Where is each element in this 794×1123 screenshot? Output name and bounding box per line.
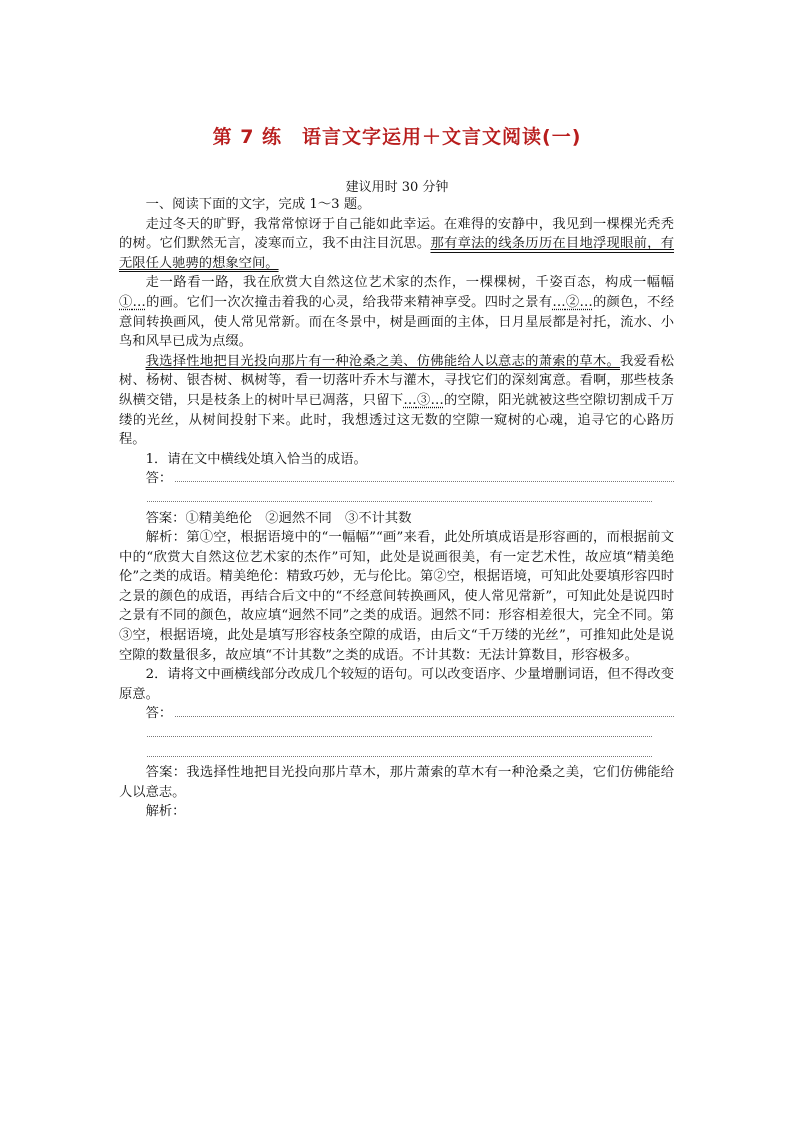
paragraph-text: 走过冬天的旷野，我常常惊讶于自己能如此幸运。在难得的安静中，我见到一棵棵光秃秃的树。它们默然无言，凌寒而立，我不由注目沉思。 xyxy=(119,216,674,252)
blank-1: ①… xyxy=(119,294,146,310)
blank-number: ② xyxy=(565,294,580,310)
answer-blank-line[interactable] xyxy=(119,489,674,509)
answer-label: 答： xyxy=(145,471,173,487)
time-note: 建议用时 30 分钟 xyxy=(345,180,449,195)
section-heading: 一、阅读下面的文字，完成 1～3 题。 xyxy=(145,197,371,212)
passage-paragraph-1 xyxy=(119,215,674,274)
question-1-answer: 答案：①精美绝伦 ②迥然不同 ③不计其数 xyxy=(145,510,412,526)
answer-line-1 xyxy=(119,469,674,489)
answer-line-2 xyxy=(119,704,674,724)
blank-3: …③… xyxy=(403,392,444,408)
blank-number: ③ xyxy=(416,392,431,408)
question-2: 2．请将文中画横线部分改成几个较短的语句。可以改变语序、少量增删词语，但不得改变原意。 xyxy=(119,667,674,702)
answer-blank-line[interactable] xyxy=(119,724,674,744)
page-title: 第 7 练 语言文字运用＋文言文阅读(一) xyxy=(212,126,582,148)
underlined-sentence-2: 我选择性地把目光投向那片有一种沧桑之美、仿佛能给人以意志的萧索的草木。 xyxy=(145,353,621,369)
blank-number: ① xyxy=(119,294,133,310)
passage-paragraph-3 xyxy=(119,352,674,450)
paragraph-text: 的空隙，阳光就被这些空隙切割成千万缕的光丝，从树间投射下来。此时，我想透过这无数的空隙一窥树的心魂，追寻它的心路历程。 xyxy=(119,392,675,448)
question-1: 1．请在文中横线处填入恰当的成语。 xyxy=(145,451,367,467)
question-2-answer: 答案：我选择性地把目光投向那片草木，那片萧索的草木有一种沧桑之美，它们仿佛能给人以意志。 xyxy=(119,765,674,800)
question-1-analysis: 解析：第①空，根据语境中的“一幅幅”“画”来看，此处所填成语是形容画的，而根据前文中的“欣赏大自然这位艺术家的杰作”可知，此处是说画很美，有一定艺术性，故应填“精美绝伦”之类的成语。精美绝伦：精致巧妙，无与伦比。第②空，根据语境，可知此处要填形容四时之景的颜色的成语，再结合后文中的“不经意间转换画风，使人常见常新”，可知此处是说四时之景有不同的颜色，故应填“迥然不同”之类的成语。迥然不同：形容相差很大，完全不同。第③空，根据语境，此处是填写形容枝条空隙的成语，由后文“千万缕的光丝”，可推知此处是说空隙的数量很多，故应填“不计其数”之类的成语。不计其数：无法计算数目，形容极多。 xyxy=(119,530,674,663)
paragraph-text: 的颜色，不经意间转换画风，使人常见常新。而在冬景中，树是画面的主体，日月星辰都是衬托，流水、小鸟和风早已成为点缀。 xyxy=(119,294,675,350)
answer-label: 答： xyxy=(145,706,173,722)
underlined-sentence-1: 那有章法的线条历历在目地浮现眼前，有无限任人驰骋的想象空间。 xyxy=(119,236,675,271)
passage-paragraph-2 xyxy=(119,273,674,351)
question-2-analysis: 解析： xyxy=(145,804,186,820)
paragraph-text: 走一路看一路，我在欣赏大自然这位艺术家的杰作，一棵棵树，千姿百态，构成一幅幅 xyxy=(145,275,674,291)
paragraph-text: 的画。它们一次次撞击着我的心灵，给我带来精神享受。四时之景有 xyxy=(145,294,553,310)
answer-blank-line[interactable] xyxy=(175,481,674,482)
answer-blank-line[interactable] xyxy=(119,744,674,764)
blank-2: …②… xyxy=(552,294,593,310)
paragraph-text: 我爱看松树、杨树、银杏树、枫树等，看一切落叶乔木与灌木，寻找它们的深刻寓意。看啊，那些枝条纵横交错，只是枝条上的树叶早已凋落，只留下 xyxy=(119,353,675,408)
answer-blank-line[interactable] xyxy=(175,716,674,717)
document-body xyxy=(119,195,674,822)
